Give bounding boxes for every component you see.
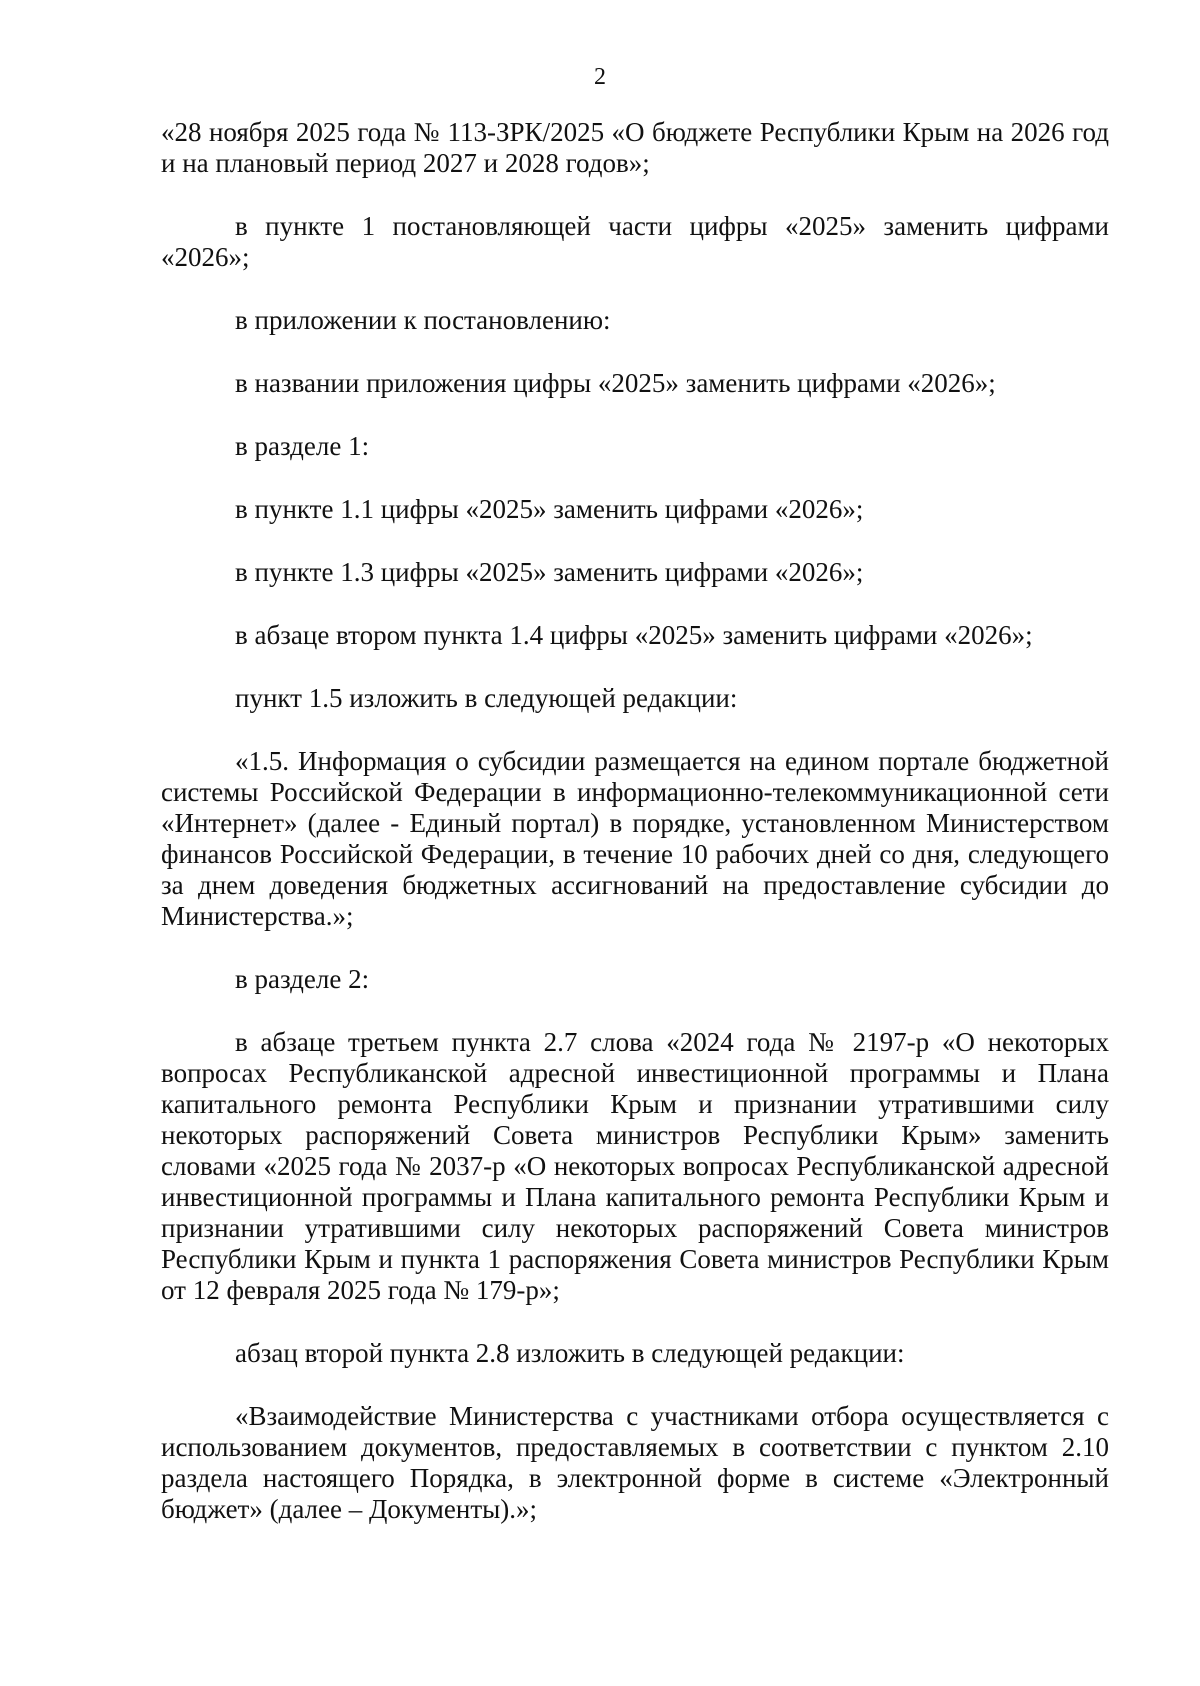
paragraph-point-1-1-amendment: в пункте 1.1 цифры «2025» заменить цифрами «2026»; — [235, 494, 864, 524]
paragraph-point-2-7-amendment: в абзаце третьем пункта 2.7 слова «2024 года № 2197-р «О некоторых вопросах Республиканской адресной инвестиционной программы и Плана капитального ремонта Республики Крым и признании утратившими силу некоторых распоряжений Совета министров Республики Крым» заменить словами «2025 года № 2037-р «О некоторых вопросах Республиканской адресной инвестиционной программы и Плана капитального ремонта Республики Крым и признании утратившими силу некоторых распоряжений Совета министров Республики Крым и пункта 1 распоряжения Совета министров Республики Крым от 12 февраля 2025 года № 179-р»; — [161, 1027, 1109, 1305]
paragraph-section-1-heading: в разделе 1: — [235, 431, 370, 461]
paragraph-point-2-8-text: «Взаимодействие Министерства с участниками отбора осуществляется с использованием документов, предоставляемых в соответствии с пунктом 2.10 раздела настоящего Порядка, в электронной форме в системе «Электронный бюджет» (далее – Документы).»; — [161, 1401, 1109, 1524]
paragraph-point-1-amendment: в пункте 1 постановляющей части цифры «2025» заменить цифрами «2026»; — [161, 211, 1109, 272]
paragraph-appendix-title-amendment: в названии приложения цифры «2025» заменить цифрами «2026»; — [235, 368, 996, 398]
paragraph-point-1-5-text: «1.5. Информация о субсидии размещается на едином портале бюджетной системы Российской Федерации в информационно-телекоммуникационной сети «Интернет» (далее - Единый портал) в порядке, установленном Министерством финансов Российской Федерации, в течение 10 рабочих дней со дня, следующего за днем доведения бюджетных ассигнований на предоставление субсидии до Министерства.»; — [161, 746, 1109, 931]
paragraph-appendix-heading: в приложении к постановлению: — [235, 305, 611, 335]
paragraph-point-2-8-intro: абзац второй пункта 2.8 изложить в следующей редакции: — [235, 1338, 905, 1368]
page-number: 2 — [594, 64, 606, 90]
paragraph-point-1-4-amendment: в абзаце втором пункта 1.4 цифры «2025» заменить цифрами «2026»; — [235, 620, 1033, 650]
document-body — [161, 117, 1109, 1525]
paragraph-point-1-3-amendment: в пункте 1.3 цифры «2025» заменить цифрами «2026»; — [235, 557, 864, 587]
paragraph-budget-law-reference: «28 ноября 2025 года № 113-ЗРК/2025 «О бюджете Республики Крым на 2026 год и на плановый период 2027 и 2028 годов»; — [161, 117, 1109, 178]
paragraph-point-1-5-intro: пункт 1.5 изложить в следующей редакции: — [235, 683, 738, 713]
paragraph-section-2-heading: в разделе 2: — [235, 964, 370, 994]
